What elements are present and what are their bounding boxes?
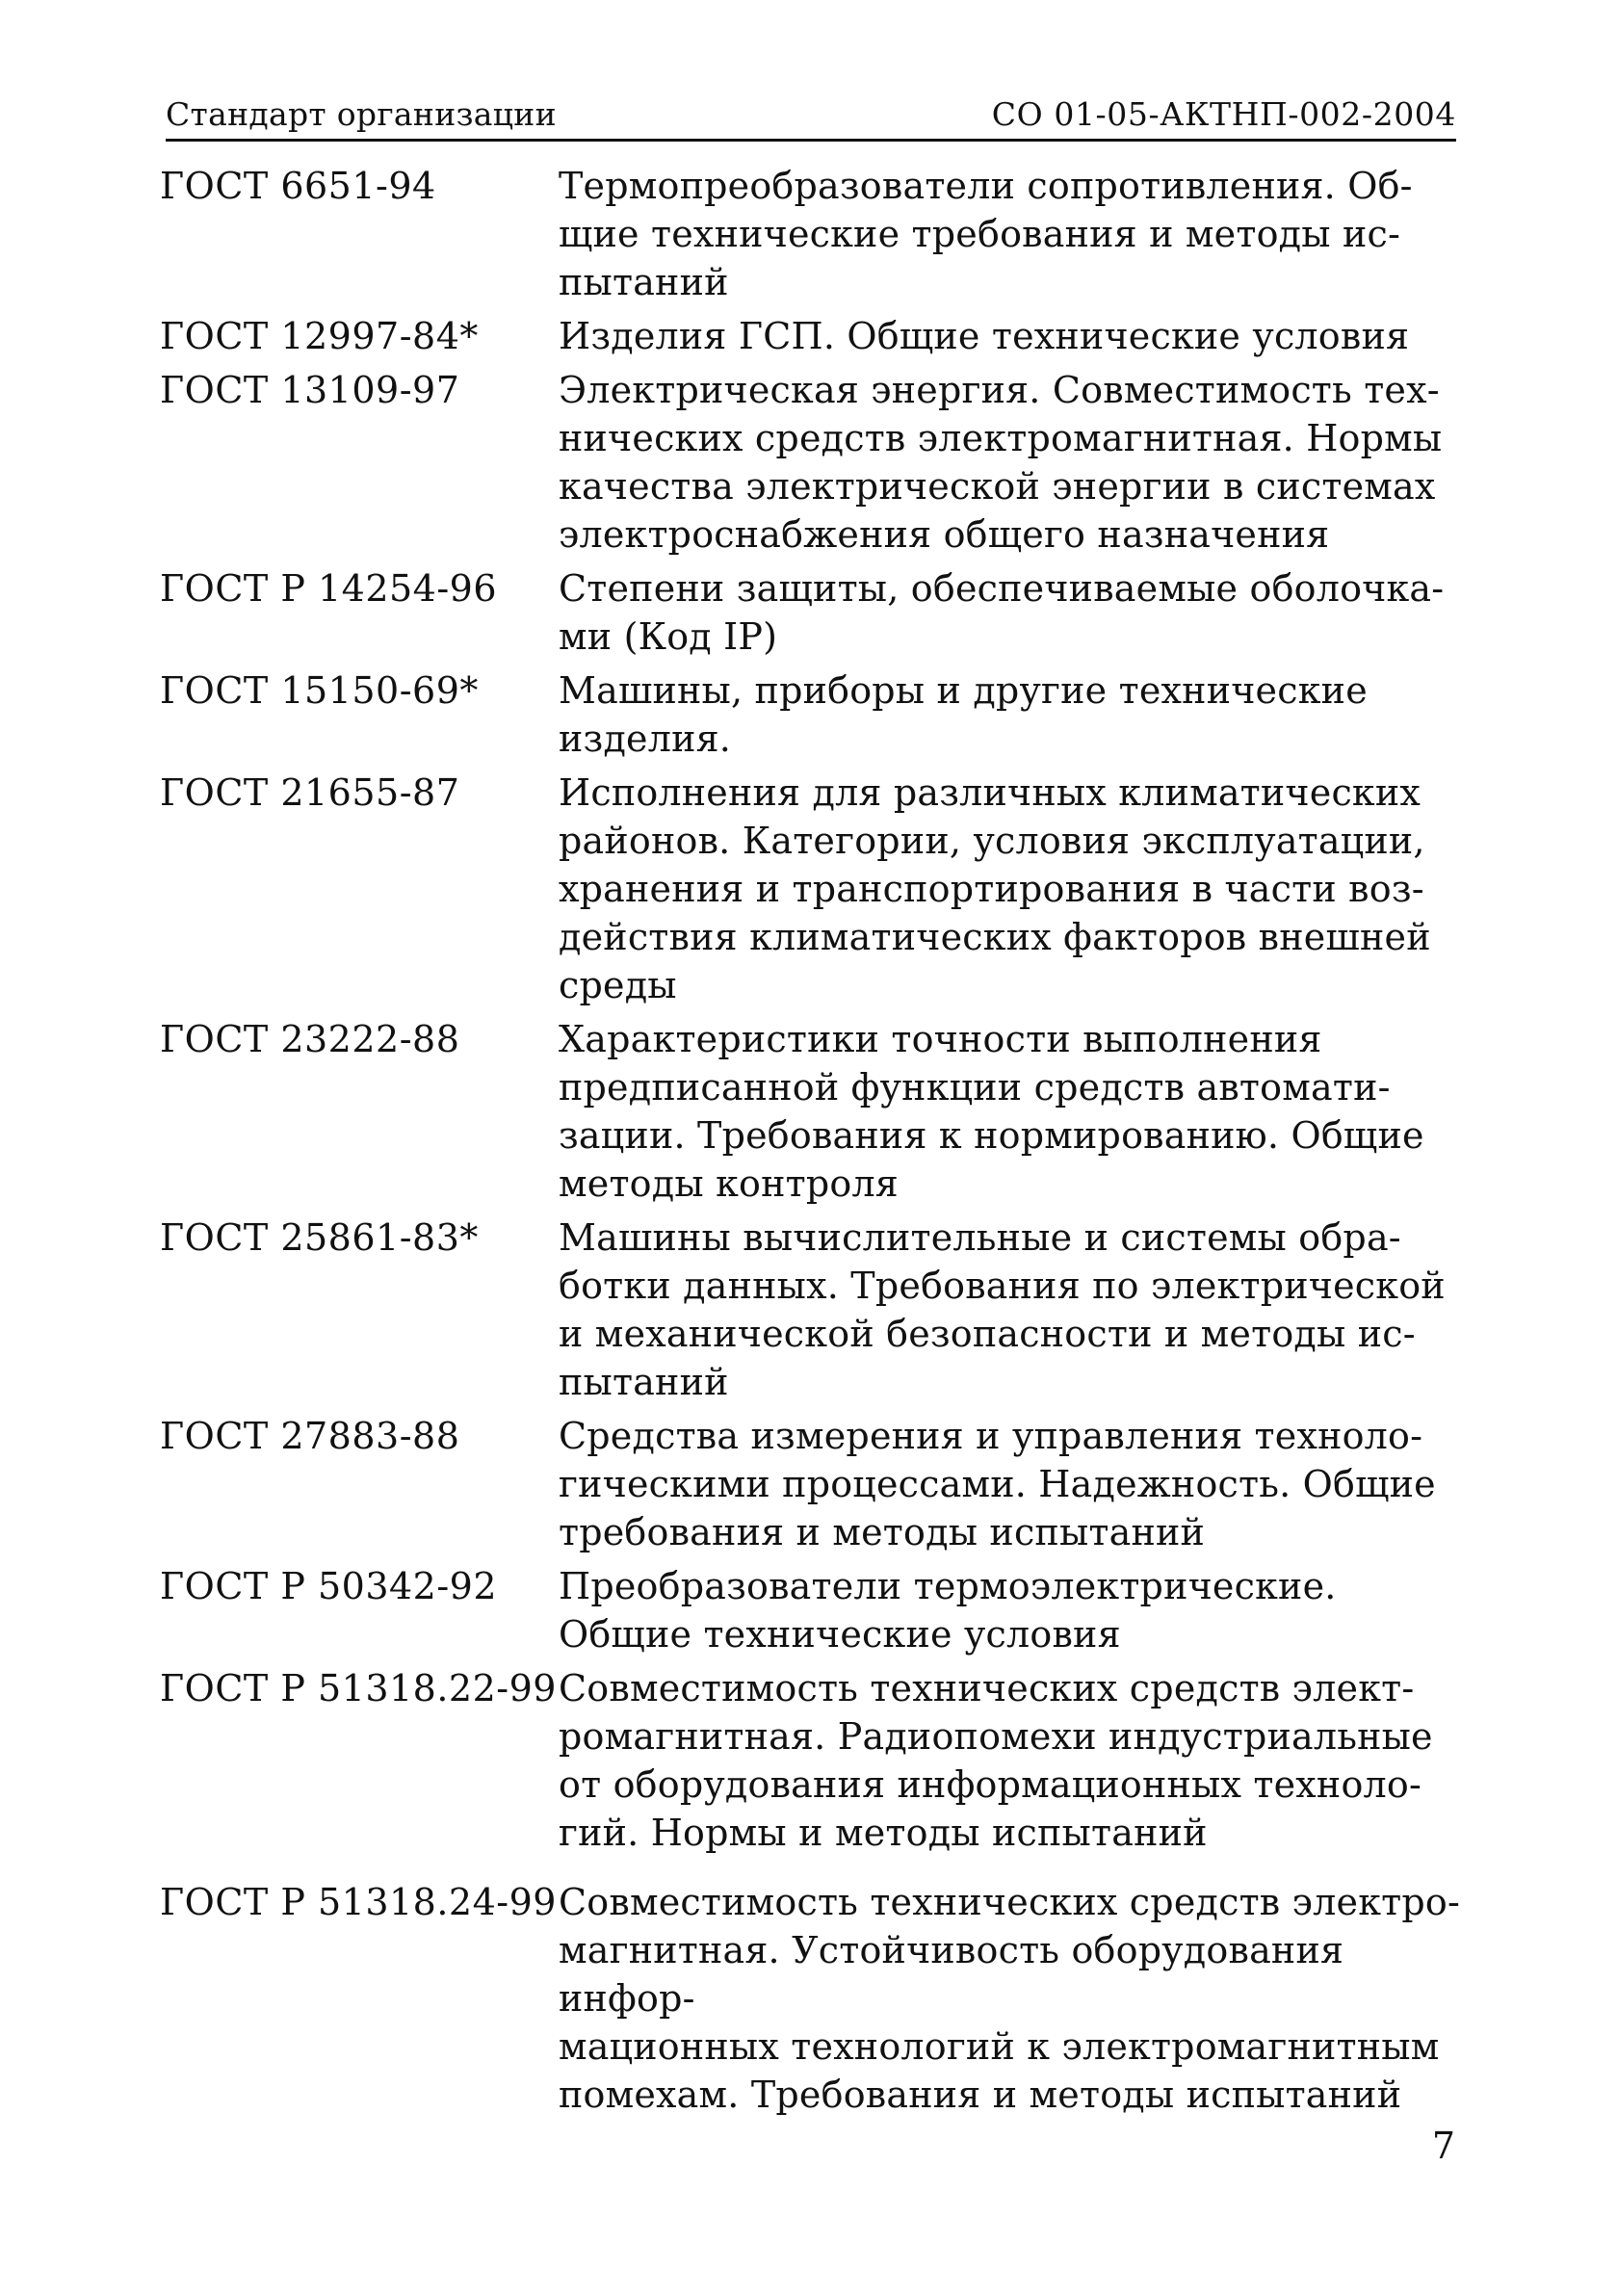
normative-references-list — [160, 162, 1460, 2125]
page-number: 7 — [1431, 2125, 1455, 2167]
reference-item — [160, 769, 1460, 1009]
reference-code: ГОСТ 15150-69* — [160, 669, 479, 712]
reference-title: Электрическая энергия. Совместимость тех- нических средств электромагнитная. Нормы качества электрической энергии в системах электроснабжения общего назначения — [559, 369, 1443, 556]
reference-title: Машины вычислительные и системы обра- ботки данных. Требования по электрической и механической безопасности и методы ис- пытаний — [559, 1216, 1446, 1403]
reference-title: Совместимость технических средств электро- магнитная. Устойчивость оборудования инфор- мационных технологий к электромагнитным помехам. Требования и методы испытаний — [559, 1881, 1461, 2116]
reference-item — [160, 1664, 1460, 1857]
reference-code: ГОСТ 12997-84* — [160, 315, 479, 357]
reference-title: Совместимость технических средств элект- ромагнитная. Радиопомехи индустриальные от оборудования информационных техноло- гий. Нормы и методы испытаний — [559, 1667, 1433, 1854]
reference-item — [160, 666, 1460, 763]
reference-code: ГОСТ Р 50342-92 — [160, 1565, 498, 1607]
reference-item — [160, 366, 1460, 559]
reference-code: ГОСТ 13109-97 — [160, 369, 460, 411]
reference-title: Термопреобразователи сопротивления. Об- щие технические требования и методы ис- пытаний — [559, 165, 1413, 303]
reference-item — [160, 1562, 1460, 1658]
reference-code: ГОСТ 6651-94 — [160, 165, 436, 207]
reference-title: Степени защиты, обеспечиваемые оболочка- ми (Код IP) — [559, 567, 1445, 658]
reference-code: ГОСТ 25861-83* — [160, 1216, 479, 1259]
reference-item — [160, 1412, 1460, 1556]
page-header — [166, 85, 1456, 142]
reference-item — [160, 162, 1460, 306]
reference-code: ГОСТ 21655-87 — [160, 771, 460, 814]
reference-title: Машины, приборы и другие технические изделия. — [559, 669, 1368, 760]
reference-item — [160, 564, 1460, 661]
reference-title: Изделия ГСП. Общие технические условия — [559, 315, 1410, 357]
reference-code: ГОСТ Р 51318.24-99 — [160, 1881, 557, 1923]
reference-code: ГОСТ Р 14254-96 — [160, 567, 498, 610]
reference-title: Характеристики точности выполнения предписанной функции средств автомати- зации. Требования к нормированию. Общие методы контроля — [559, 1018, 1424, 1205]
organization-standard-label: Стандарт организации — [166, 95, 557, 133]
reference-item — [160, 1878, 1460, 2119]
reference-item — [160, 1015, 1460, 1208]
reference-title: Средства измерения и управления техноло- гическими процессами. Надежность. Общие требования и методы испытаний — [559, 1415, 1436, 1553]
reference-code: ГОСТ Р 51318.22-99 — [160, 1667, 557, 1709]
reference-item — [160, 1213, 1460, 1406]
reference-title: Преобразователи термоэлектрические. Общие технические условия — [559, 1565, 1337, 1656]
reference-code: ГОСТ 27883-88 — [160, 1415, 460, 1457]
reference-item — [160, 312, 1460, 360]
document-code: СО 01-05-АКТНП-002-2004 — [991, 95, 1456, 133]
reference-code: ГОСТ 23222-88 — [160, 1018, 460, 1060]
reference-title: Исполнения для различных климатических районов. Категории, условия эксплуатации, хранения и транспортирования в части воз- действия климатических факторов внешней среды — [559, 771, 1431, 1006]
